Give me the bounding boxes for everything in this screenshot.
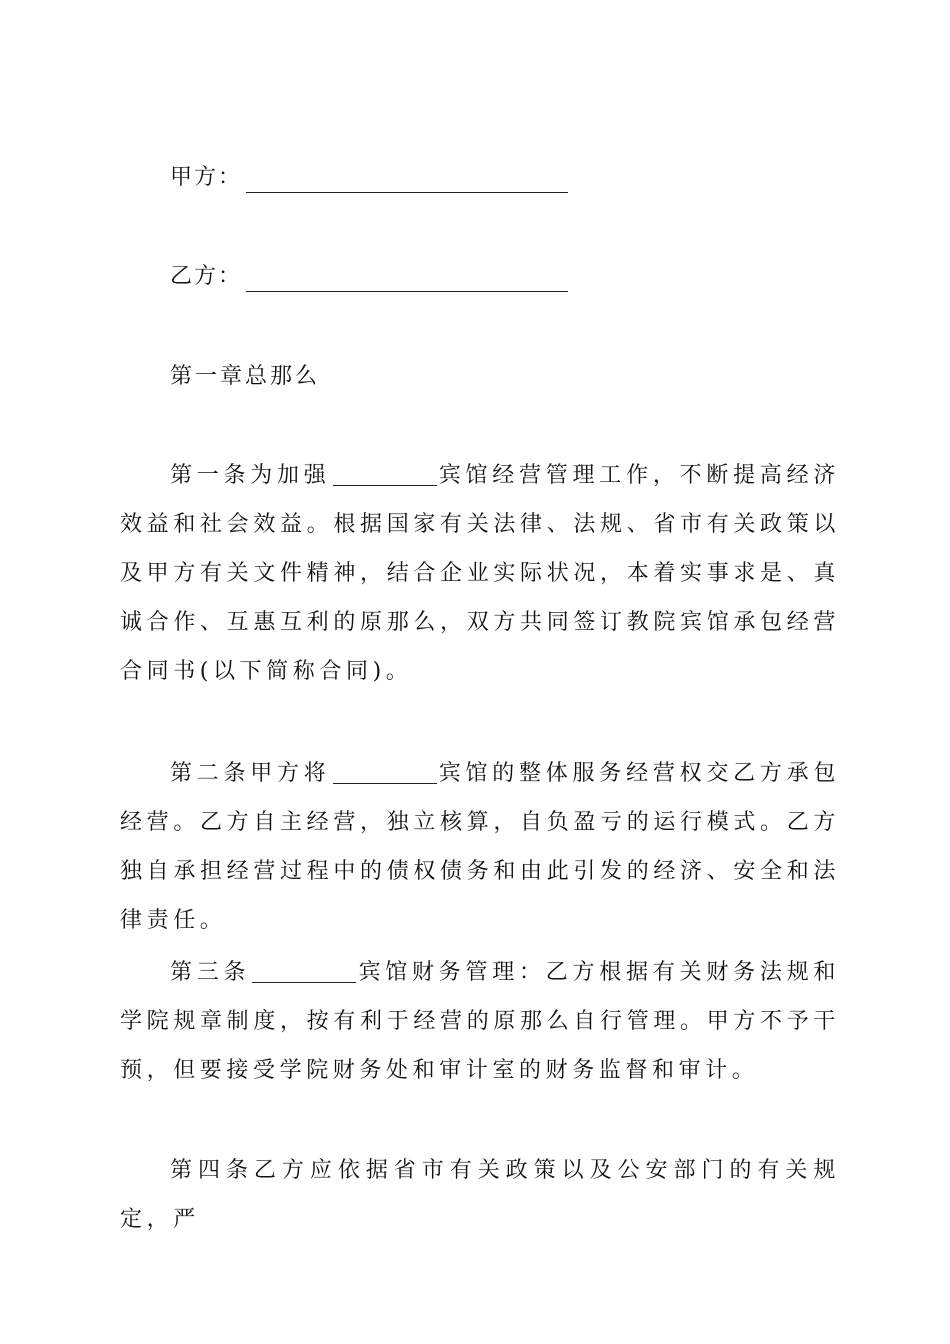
article-3 (120, 948, 840, 1095)
article-1-start: 第一条为加强 (170, 463, 331, 488)
article-1-blank (333, 463, 437, 486)
party-b-line (170, 262, 568, 292)
article-2-start: 第二条甲方将 (170, 761, 331, 786)
party-a-blank (246, 170, 568, 193)
article-1 (120, 451, 840, 696)
article-2-rest: 宾馆的整体服务经营权交乙方承包经营。乙方自主经营，独立核算，自负盈亏的运行模式。乙方独自承担经营过程中的债权债务和由此引发的经济、安全和法律责任。 (120, 761, 840, 933)
article-2 (120, 749, 840, 945)
article-1-rest: 宾馆经营管理工作，不断提高经济效益和社会效益。根据国家有关法律、法规、省市有关政策以及甲方有关文件精神，结合企业实际状况，本着实事求是、真诚合作、互惠互利的原那么，双方共同签订教院宾馆承包经营合同书(以下简称合同)。 (120, 463, 840, 684)
article-3-rest: 宾馆财务管理：乙方根据有关财务法规和学院规章制度，按有利于经营的原那么自行管理。甲方不予干预，但要接受学院财务处和审计室的财务监督和审计。 (120, 960, 840, 1083)
party-b-label: 乙方： (170, 264, 243, 289)
article-4-text: 第四条乙方应依据省市有关政策以及公安部门的有关规定，严 (120, 1158, 840, 1232)
party-a-label: 甲方： (170, 165, 243, 190)
article-3-blank (252, 960, 356, 983)
chapter-heading: 第一章总那么 (170, 364, 321, 389)
article-3-start: 第三条 (170, 960, 251, 985)
article-4 (120, 1146, 840, 1244)
party-b-blank (246, 269, 568, 292)
party-a-line (170, 163, 568, 193)
article-2-blank (333, 761, 437, 784)
